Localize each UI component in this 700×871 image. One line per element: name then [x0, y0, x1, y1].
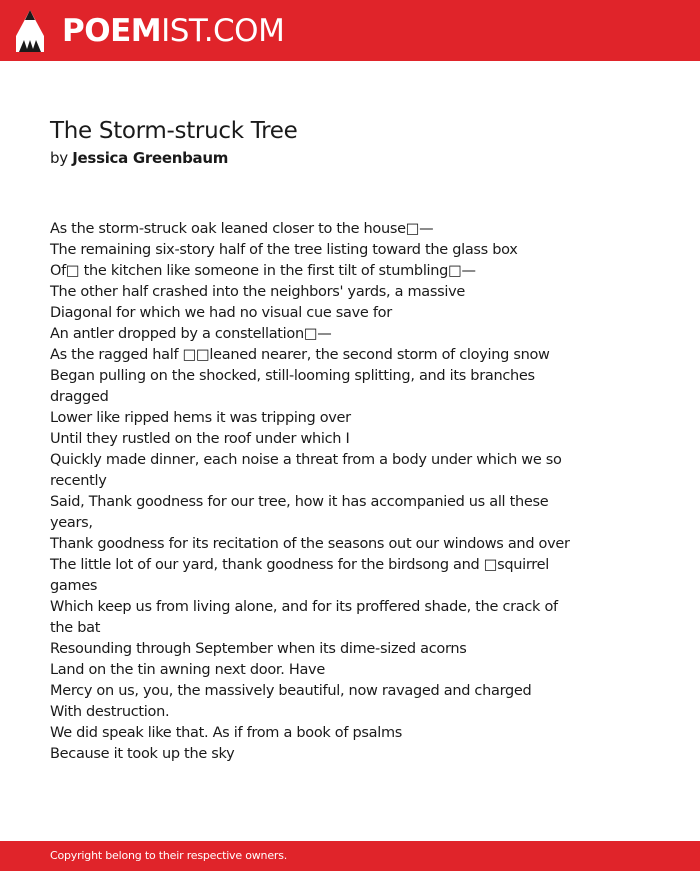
poem-line: The remaining six-story half of the tree listing toward the glass box — [50, 242, 518, 258]
poem-line: games — [50, 578, 98, 594]
poem-line: The little lot of our yard, thank goodness for the birdsong and □squirrel — [50, 557, 549, 573]
site-footer — [0, 841, 700, 871]
poem-line: Of□ the kitchen like someone in the first tilt of stumbling□— — [50, 263, 476, 279]
site-logo[interactable] — [62, 11, 284, 51]
byline-prefix: by — [50, 149, 68, 167]
poem-author: Jessica Greenbaum — [72, 149, 229, 167]
pencil-logo-icon — [16, 10, 44, 52]
poem-line: An antler dropped by a constellation□— — [50, 326, 332, 342]
poem-body — [50, 219, 570, 765]
poem-line: Said, Thank goodness for our tree, how it has accompanied us all these — [50, 494, 549, 510]
poem-line: Began pulling on the shocked, still-looming splitting, and its branches — [50, 368, 535, 384]
poem-line: We did speak like that. As if from a book of psalms — [50, 725, 403, 741]
poem-title: The Storm-struck Tree — [50, 118, 298, 144]
poem-line: Because it took up the sky — [50, 746, 235, 762]
poem-line: the bat — [50, 620, 101, 636]
poem-line: With destruction. — [50, 704, 170, 720]
poem-line: Diagonal for which we had no visual cue save for — [50, 305, 392, 321]
poem-line: As the storm-struck oak leaned closer to the house□— — [50, 221, 434, 237]
poem-line: Mercy on us, you, the massively beautiful, now ravaged and charged — [50, 683, 532, 699]
poem-line: Lower like ripped hems it was tripping over — [50, 410, 351, 426]
poem-line: Which keep us from living alone, and for its proffered shade, the crack of — [50, 599, 558, 615]
poem-line: Land on the tin awning next door. Have — [50, 662, 325, 678]
poem-byline — [50, 148, 228, 168]
copyright-text: Copyright belong to their respective owners. — [50, 849, 288, 862]
poem-line: As the ragged half □□leaned nearer, the second storm of cloying snow — [50, 347, 550, 363]
logo-light-text: IST.COM — [161, 13, 285, 49]
poem-line: years, — [50, 515, 93, 531]
site-header — [0, 0, 700, 61]
poem-line: dragged — [50, 389, 109, 405]
poem-line: The other half crashed into the neighbors' yards, a massive — [50, 284, 466, 300]
poem-line: Resounding through September when its dime-sized acorns — [50, 641, 467, 657]
poem-line: Quickly made dinner, each noise a threat from a body under which we so — [50, 452, 562, 468]
logo-bold-text: POEM — [62, 13, 162, 49]
poem-line: Thank goodness for its recitation of the seasons out our windows and over — [50, 536, 570, 552]
poem-line: Until they rustled on the roof under which I — [50, 431, 350, 447]
poem-line: recently — [50, 473, 107, 489]
